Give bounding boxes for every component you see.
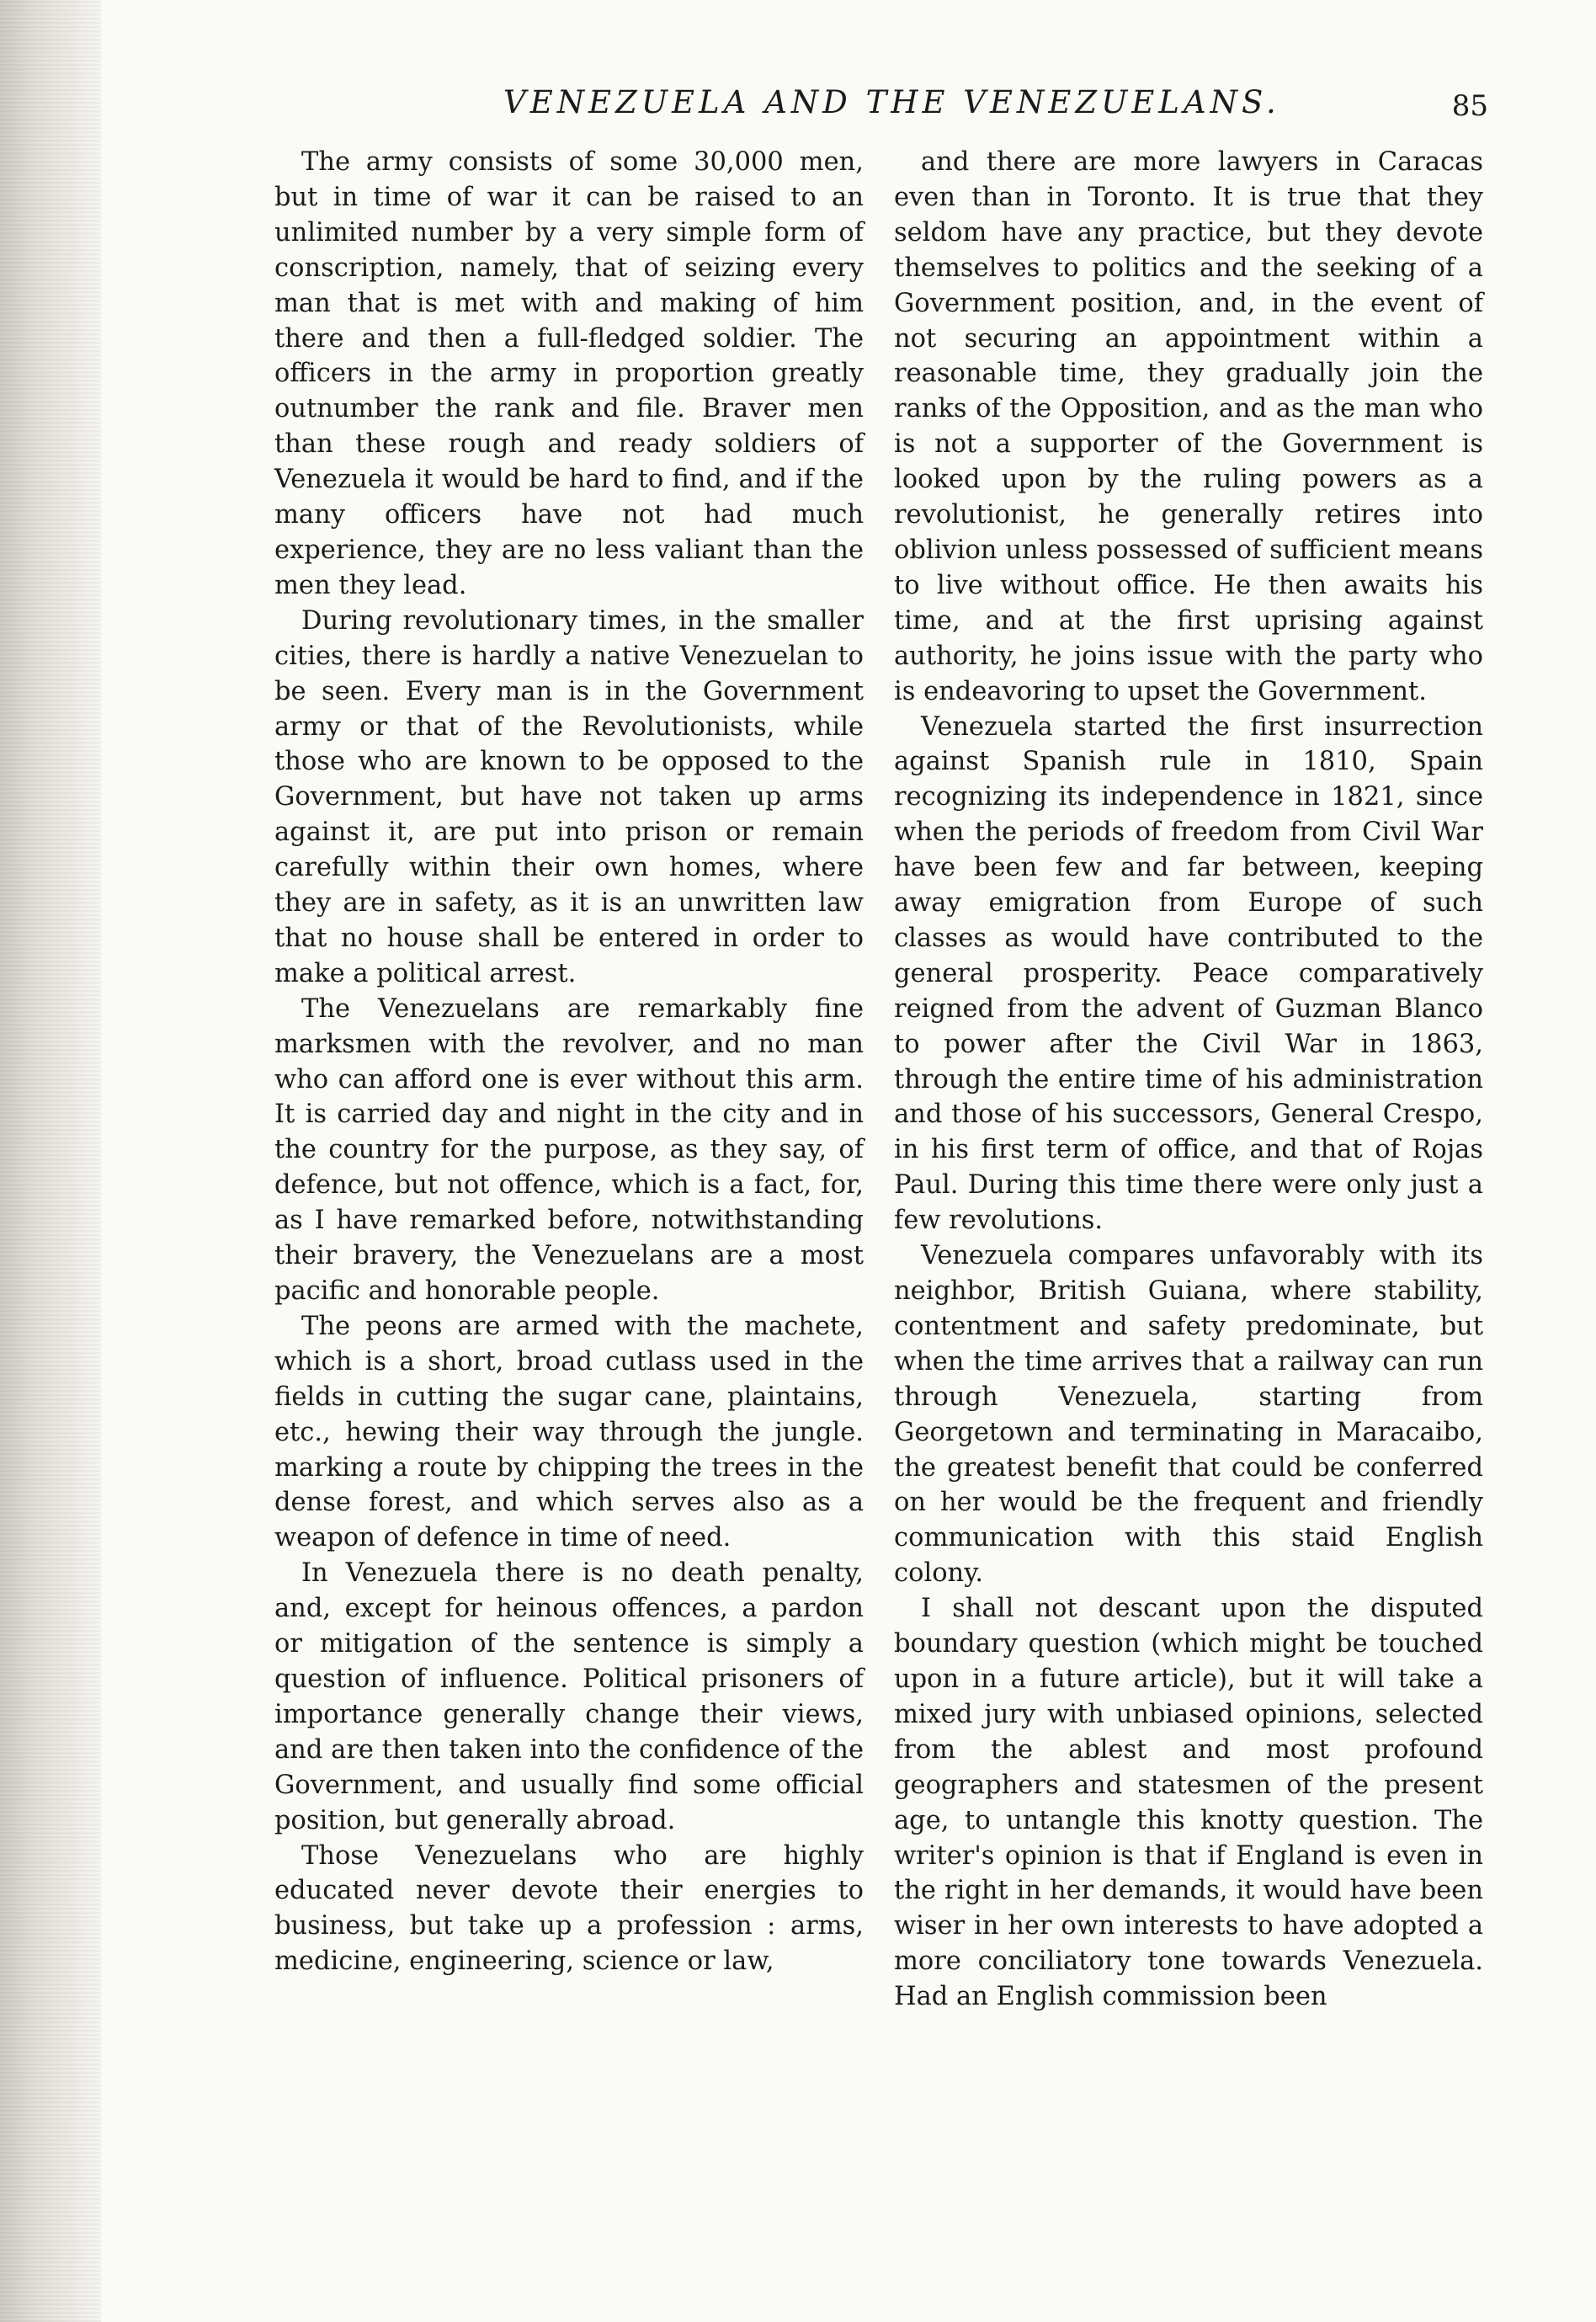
paragraph: The peons are armed with the machete, which is a short, broad cutlass used in the fields in cutting the sugar cane, plaintains, etc., hewing their way through the jungle. marking a route by chipping the trees in the dense forest, and which serves also as a weapon of defence in time of need. xyxy=(274,1311,864,1553)
left-column xyxy=(274,145,864,1979)
paragraph: During revolutionary times, in the smaller cities, there is hardly a native Venezuelan to be seen. Every man is in the Government army or that of the Revolutionists, while those who are known to be opposed to the Government, but have not taken up arms against it, are put into prison or remain carefully within their own homes, where they are in safety, as it is an unwritten law that no house shall be entered in order to make a political arrest. xyxy=(274,605,864,988)
right-column xyxy=(894,145,1483,2015)
paragraph: The Venezuelans are remarkably fine marksmen with the revolver, and no man who can afford one is ever without this arm. It is carried day and night in the city and in the country for the purpose, as they say, of defence, but not offence, which is a fact, for, as I have remarked before, notwithstanding their bravery, the Venezuelans are a most pacific and honorable people. xyxy=(274,993,864,1306)
running-title: VENEZUELA AND THE VENEZUELANS. xyxy=(503,84,1280,120)
paragraph: Venezuela started the first insurrection against Spanish rule in 1810, Spain recognizing its independence in 1821, since when the periods of freedom from Civil War have been few and far between, keeping away emigration from Europe of such classes as would have contributed to the general prosperity. Peace comparatively reigned from the advent of Guzman Blanco to power after the Civil War in 1863, through the entire time of his administration and those of his successors, General Crespo, in his first term of office, and that of Rojas Paul. During this time there were only just a few revolutions. xyxy=(894,711,1483,1236)
paragraph: Those Venezuelans who are highly educated never devote their energies to business, but take up a profession : arms, medicine, engineering, science or law, xyxy=(274,1840,864,1977)
paragraph: I shall not descant upon the disputed boundary question (which might be touched upon in a future article), but it will take a mixed jury with unbiased opinions, selected from the ablest and most profound geographers and statesmen of the present age, to untangle this knotty question. The writer's opinion is that if England is even in the right in her demands, it would have been wiser in her own interests to have adopted a more conciliatory tone towards Venezuela. Had an English commission been xyxy=(894,1594,1483,2012)
scan-binding-edge xyxy=(0,0,101,2322)
page-number: 85 xyxy=(1451,89,1488,123)
paragraph: Venezuela compares unfavorably with its neighbor, British Guiana, where stability, contentment and safety predominate, but when the time arrives that a railway can run through Venezuela, starting from Georgetown and terminating in Maracaibo, the greatest benefit that could be conferred on her would be the frequent and friendly communication with this staid English colony. xyxy=(894,1241,1483,1589)
paragraph: In Venezuela there is no death penalty, and, except for heinous offences, a pardon or mitigation of the sentence is simply a question of influence. Political prisoners of importance generally change their views, and are then taken into the confidence of the Government, and usually find some official position, but generally abroad. xyxy=(274,1558,864,1835)
paragraph: and there are more lawyers in Caracas even than in Toronto. It is true that they seldom have any practice, but they devote themselves to politics and the seeking of a Government position, and, in the event of not securing an appointment within a reasonable time, they gradually join the ranks of the Opposition, and as the man who is not a supporter of the Government is looked upon by the ruling powers as a revolutionist, he generally retires into oblivion unless possessed of sufficient means to live without office. He then awaits his time, and at the first uprising against authority, he joins issue with the party who is endeavoring to upset the Government. xyxy=(894,147,1483,706)
paragraph: The army consists of some 30,000 men, but in time of war it can be raised to an unlimited number by a very simple form of conscription, namely, that of seizing every man that is met with and making of him there and then a full-fledged soldier. The officers in the army in proportion greatly outnumber the rank and file. Braver men than these rough and ready soldiers of Venezuela it would be hard to find, and if the many officers have not had much experience, they are no less valiant than the men they lead. xyxy=(274,147,864,600)
page-header xyxy=(276,77,1488,128)
